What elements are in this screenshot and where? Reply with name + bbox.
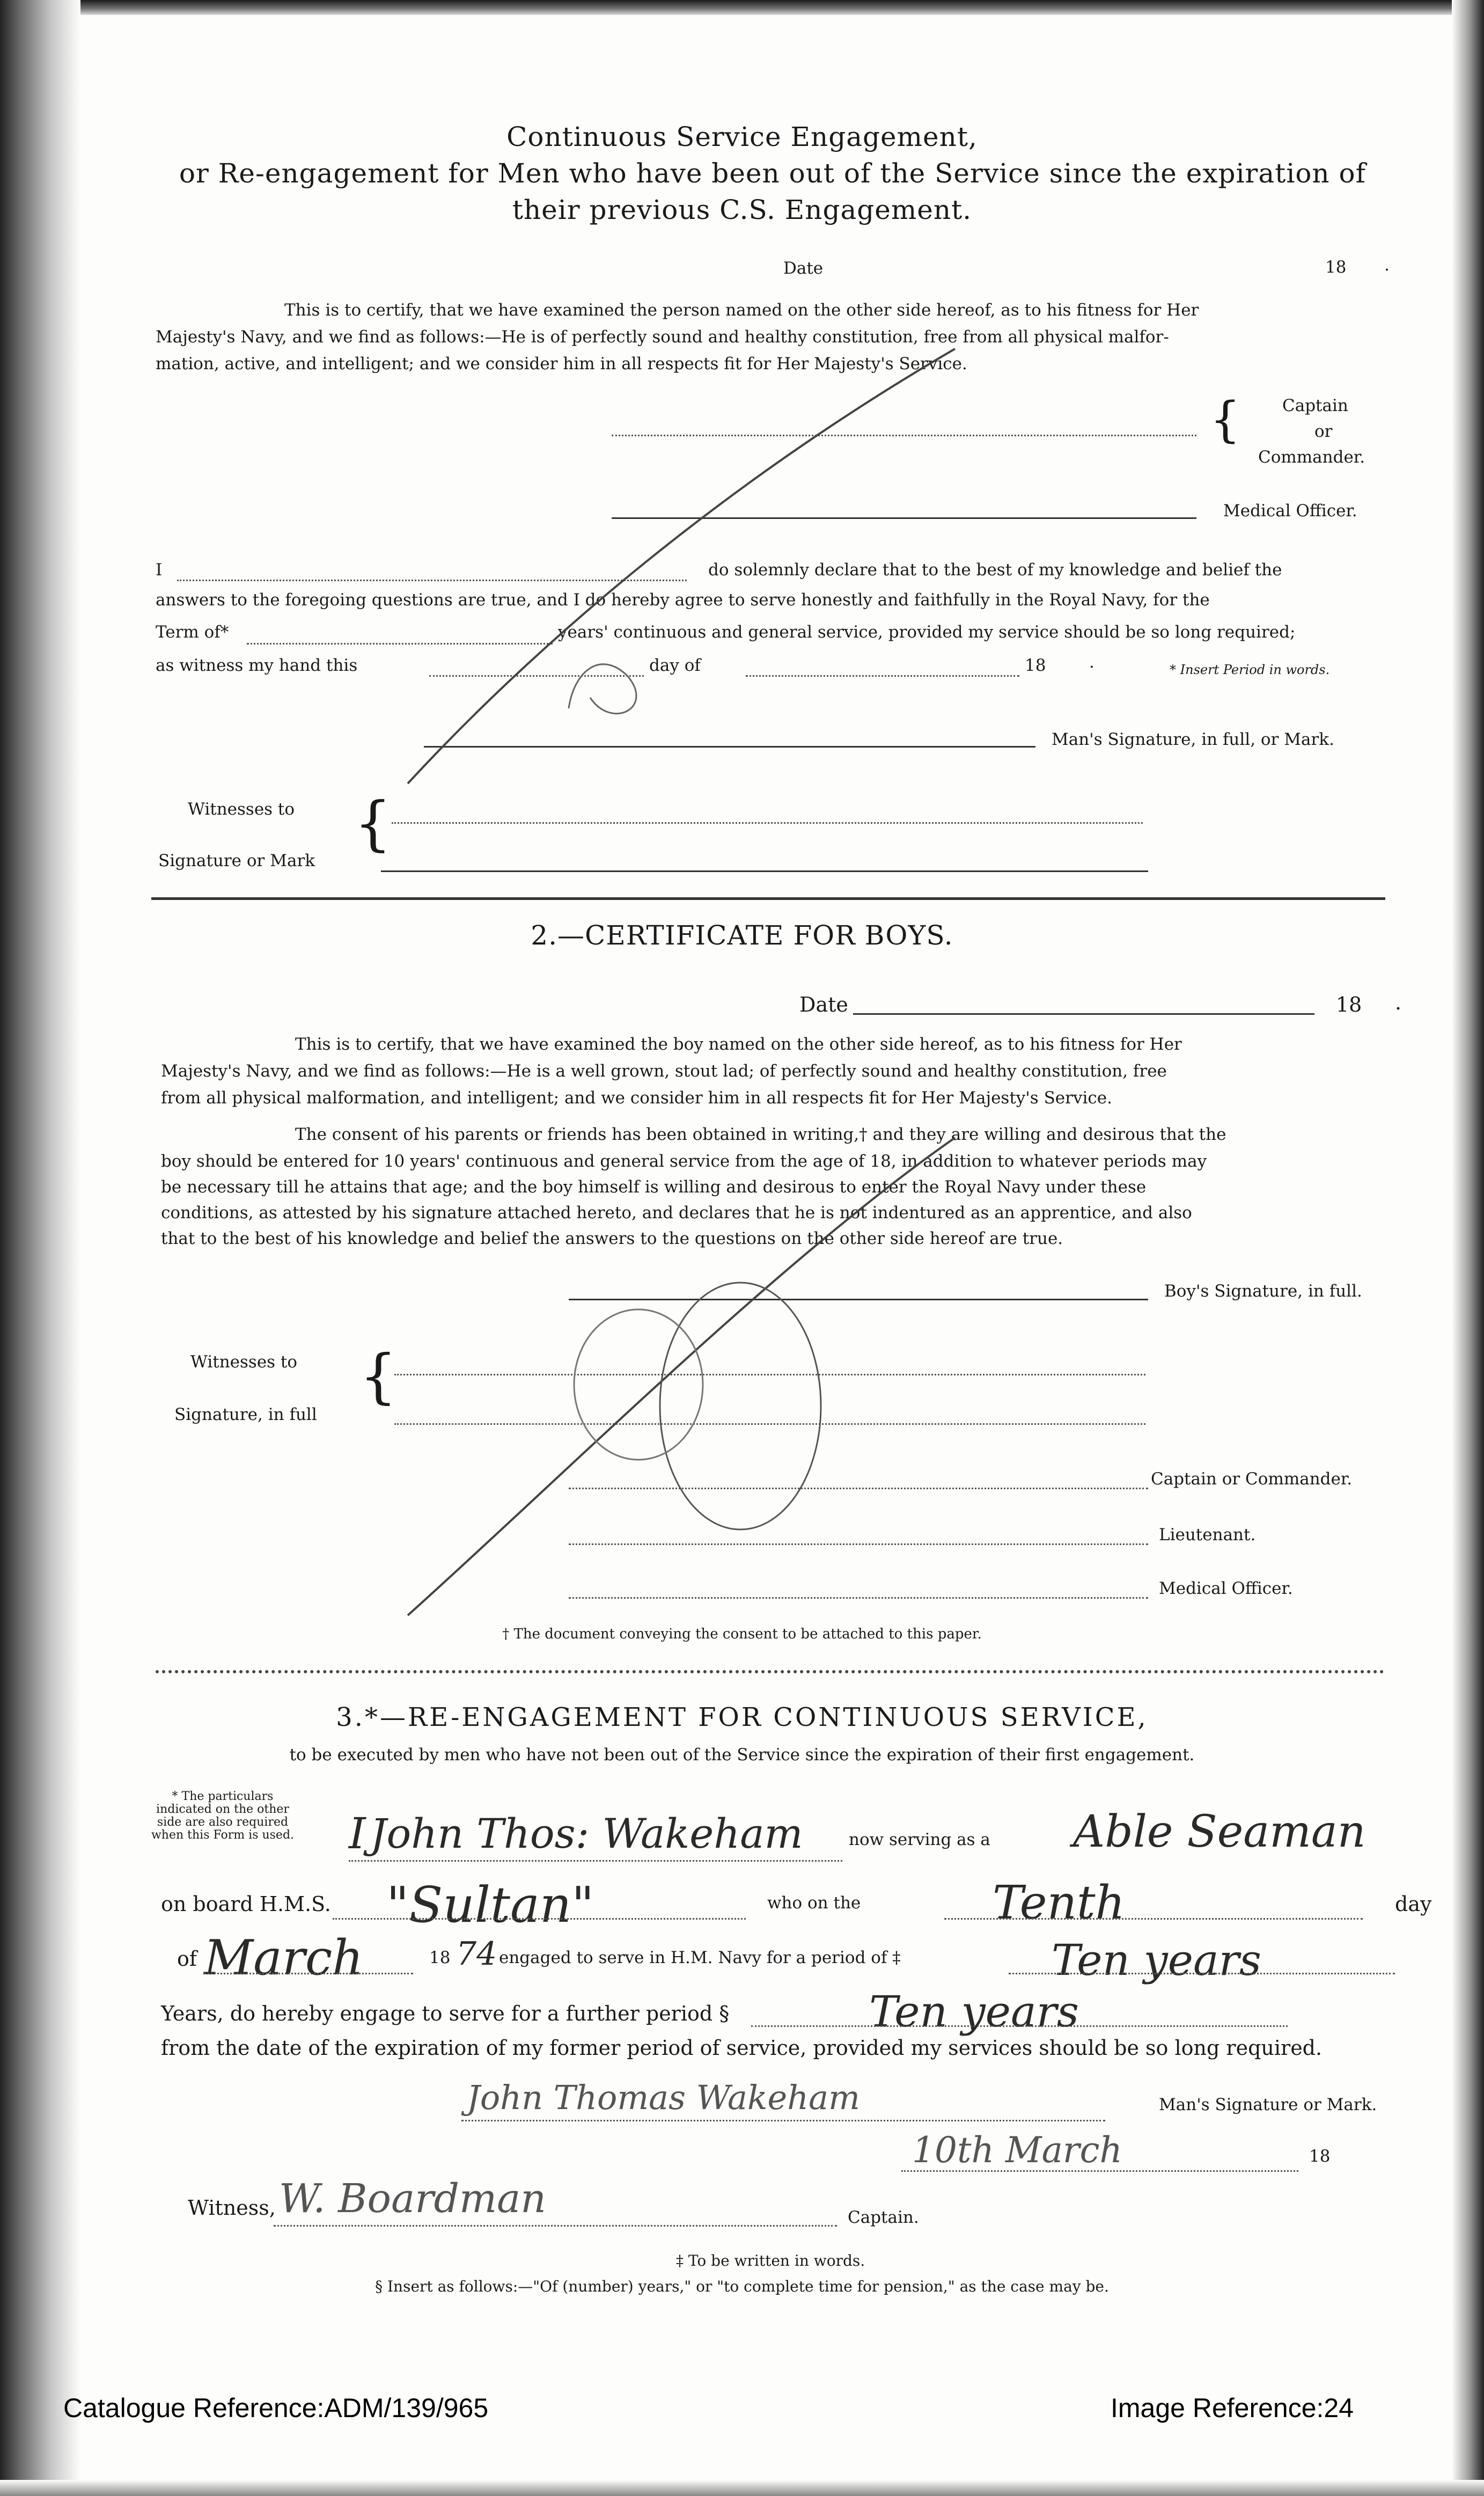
section3-signature-line bbox=[461, 2120, 1105, 2121]
section1-signature-or-mark: Signature or Mark bbox=[158, 851, 315, 870]
section1-date-label: Date bbox=[783, 259, 824, 278]
section1-certify-line1: This is to certify, that we have examined the person named on the other side hereof, as to his fitness for Her bbox=[284, 301, 1199, 320]
section-divider-2 bbox=[156, 1670, 1384, 1673]
section2-consent-line4: conditions, as attested by his signature attached hereto, and declares that he is not indentured as an apprentice, and also bbox=[161, 1203, 1192, 1223]
section3-further-period-line bbox=[751, 2025, 1288, 2027]
section2-consent-line1: The consent of his parents or friends has been obtained in writing,† and they are willing and desirous that the bbox=[295, 1125, 1226, 1144]
section3-day-line bbox=[944, 1918, 1363, 1920]
declare-line2: answers to the foregoing questions are true, and I do hereby agree to serve honestly and faithfully in the Royal Navy, for the bbox=[156, 590, 1210, 610]
declare-line4c: 18 bbox=[1025, 656, 1046, 675]
section3-captain-label: Captain. bbox=[848, 2208, 919, 2227]
section2-date-dot: . bbox=[1395, 991, 1402, 1014]
section1-witnesses-to: Witnesses to bbox=[188, 800, 295, 819]
section-divider-1 bbox=[151, 897, 1385, 900]
section2-signature-in-full: Signature, in full bbox=[174, 1405, 317, 1424]
mans-signature-label: Man's Signature, in full, or Mark. bbox=[1052, 730, 1334, 749]
section3-month: March bbox=[204, 1930, 364, 1986]
section3-name-line bbox=[349, 1860, 842, 1862]
section3-line2-label: on board H.M.S. bbox=[161, 1892, 331, 1916]
section3-man-signature-label: Man's Signature or Mark. bbox=[1159, 2095, 1377, 2114]
section3-note-words: ‡ To be written in words. bbox=[676, 2252, 865, 2270]
declare-line3b: years' continuous and general service, provided my service should be so long required; bbox=[558, 623, 1296, 642]
section3-signed-date: 10th March bbox=[912, 2129, 1122, 2171]
section2-consent-line2: boy should be entered for 10 years' continuous and general service from the age of 18, in addition to whatever periods may bbox=[161, 1152, 1207, 1171]
section3-line1-i: I bbox=[349, 1809, 366, 1858]
declare-line3a: Term of* bbox=[156, 623, 229, 642]
section1-witness-brace: { bbox=[354, 789, 392, 858]
section3-period-line bbox=[1009, 1973, 1395, 1974]
image-reference: Image Reference:24 bbox=[1111, 2393, 1354, 2423]
section3-line3-text: engaged to serve in H.M. Navy for a period of ‡ bbox=[499, 1948, 901, 1967]
section3-year-prefix: 18 bbox=[429, 1948, 451, 1967]
declare-line4a: as witness my hand this bbox=[156, 656, 358, 675]
commander-label: Commander. bbox=[1258, 448, 1365, 467]
section3-line5-text: from the date of the expiration of my former period of service, provided my services should be so long required. bbox=[161, 2036, 1323, 2060]
declare-line1: do solemnly declare that to the best of my knowledge and belief the bbox=[708, 560, 1282, 580]
section2-witnesses-to: Witnesses to bbox=[190, 1352, 298, 1372]
section3-witness-line bbox=[274, 2225, 837, 2227]
section1-certify-line2: Majesty's Navy, and we find as follows:—He is of perfectly sound and healthy constitution, free from all physical malfor- bbox=[156, 327, 1169, 347]
medical-officer-label: Medical Officer. bbox=[1223, 501, 1357, 521]
section3-witness-label: Witness, bbox=[188, 2196, 276, 2220]
section2-certify-line1: This is to certify, that we have examined the boy named on the other side hereof, as to his fitness for Her bbox=[295, 1035, 1182, 1054]
section2-date-label: Date bbox=[799, 993, 848, 1016]
declare-i: I bbox=[156, 560, 163, 580]
section3-seaman-name: John Thos: Wakeham bbox=[370, 1810, 803, 1857]
section3-note-insert: § Insert as follows:—"Of (number) years," or "to complete time for pension," as the case may be. bbox=[375, 2278, 1109, 2295]
insert-period-note: * Insert Period in words. bbox=[1170, 662, 1330, 677]
section3-line3-of: of bbox=[177, 1947, 197, 1971]
section3-year-hand: 74 bbox=[456, 1935, 497, 1973]
section3-signed-date-year: 18 bbox=[1309, 2147, 1331, 2166]
section2-certify-line2: Majesty's Navy, and we find as follows:—He is a well grown, stout lad; of perfectly sound and healthy constitution, free bbox=[161, 1062, 1167, 1081]
section1-title-line3: their previous C.S. Engagement. bbox=[512, 194, 972, 225]
section1-title-line2: or Re-engagement for Men who have been out of the Service since the expiration of bbox=[179, 158, 1367, 189]
section3-line2-text: who on the bbox=[767, 1893, 861, 1913]
declare-line4b: day of bbox=[649, 656, 701, 675]
boys-signature-label: Boy's Signature, in full. bbox=[1164, 1282, 1362, 1301]
section2-cancel-stroke bbox=[0, 912, 1484, 1664]
section3-line1-text: now serving as a bbox=[849, 1830, 990, 1849]
section3-day: Tenth bbox=[993, 1876, 1125, 1930]
section3-initial-period: Ten years bbox=[1052, 1935, 1261, 1985]
section3-signed-date-line bbox=[901, 2170, 1298, 2172]
section1-date-dot: . bbox=[1384, 255, 1390, 275]
captain-or-label: or bbox=[1314, 422, 1333, 441]
section2-date-year: 18 bbox=[1336, 993, 1362, 1016]
captain-brace: { bbox=[1210, 392, 1241, 448]
section3-further-period: Ten years bbox=[869, 1987, 1079, 2037]
catalogue-reference: Catalogue Reference:ADM/139/965 bbox=[63, 2393, 489, 2423]
section2-medical-officer-label: Medical Officer. bbox=[1159, 1579, 1293, 1598]
lieutenant-label: Lieutenant. bbox=[1159, 1525, 1256, 1545]
section3-ship-line bbox=[333, 1918, 746, 1920]
section2-heading: 2.—CERTIFICATE FOR BOYS. bbox=[531, 920, 953, 951]
section3-line4-text: Years, do hereby engage to serve for a further period § bbox=[161, 2002, 730, 2025]
section3-subheading: to be executed by men who have not been out of the Service since the expiration of their first engagement. bbox=[289, 1745, 1195, 1765]
declare-dot: . bbox=[1089, 653, 1094, 672]
section3-witness-signature: W. Boardman bbox=[279, 2176, 546, 2222]
section3-heading: 3.*—RE-ENGAGEMENT FOR CONTINUOUS SERVICE, bbox=[336, 1702, 1148, 1732]
section3-man-signature: John Thomas Wakeham bbox=[467, 2078, 860, 2117]
section2-certify-line3: from all physical malformation, and intelligent; and we consider him in all respects fit for Her Majesty's Service. bbox=[161, 1088, 1112, 1108]
section1-date-year: 18 bbox=[1325, 258, 1347, 277]
section3-side-note: * The particulars indicated on the other side are also required when this Form is used. bbox=[151, 1790, 295, 1842]
section1-certify-line3: mation, active, and intelligent; and we consider him in all respects fit for Her Majesty's Service. bbox=[156, 354, 967, 374]
captain-or-commander-label: Captain or Commander. bbox=[1151, 1469, 1353, 1489]
section3-month-line bbox=[204, 1973, 413, 1974]
section3-rating: Able Seaman bbox=[1073, 1806, 1366, 1857]
section1-cancel-stroke bbox=[0, 0, 1484, 912]
section1-title-line1: Continuous Service Engagement, bbox=[506, 121, 978, 152]
section3-line2-end: day bbox=[1395, 1892, 1432, 1916]
captain-label: Captain bbox=[1282, 396, 1348, 415]
section3-ship-name: "Sultan" bbox=[386, 1876, 594, 1934]
section2-consent-footnote: † The document conveying the consent to be attached to this paper. bbox=[502, 1626, 982, 1642]
scan-edge-bottom bbox=[0, 2480, 1484, 2496]
section2-consent-line5: that to the best of his knowledge and belief the answers to the questions on the other side hereof are true. bbox=[161, 1229, 1063, 1248]
section2-consent-line3: be necessary till he attains that age; and the boy himself is willing and desirous to enter the Royal Navy under these bbox=[161, 1177, 1147, 1197]
section2-witness-brace: { bbox=[359, 1342, 397, 1410]
